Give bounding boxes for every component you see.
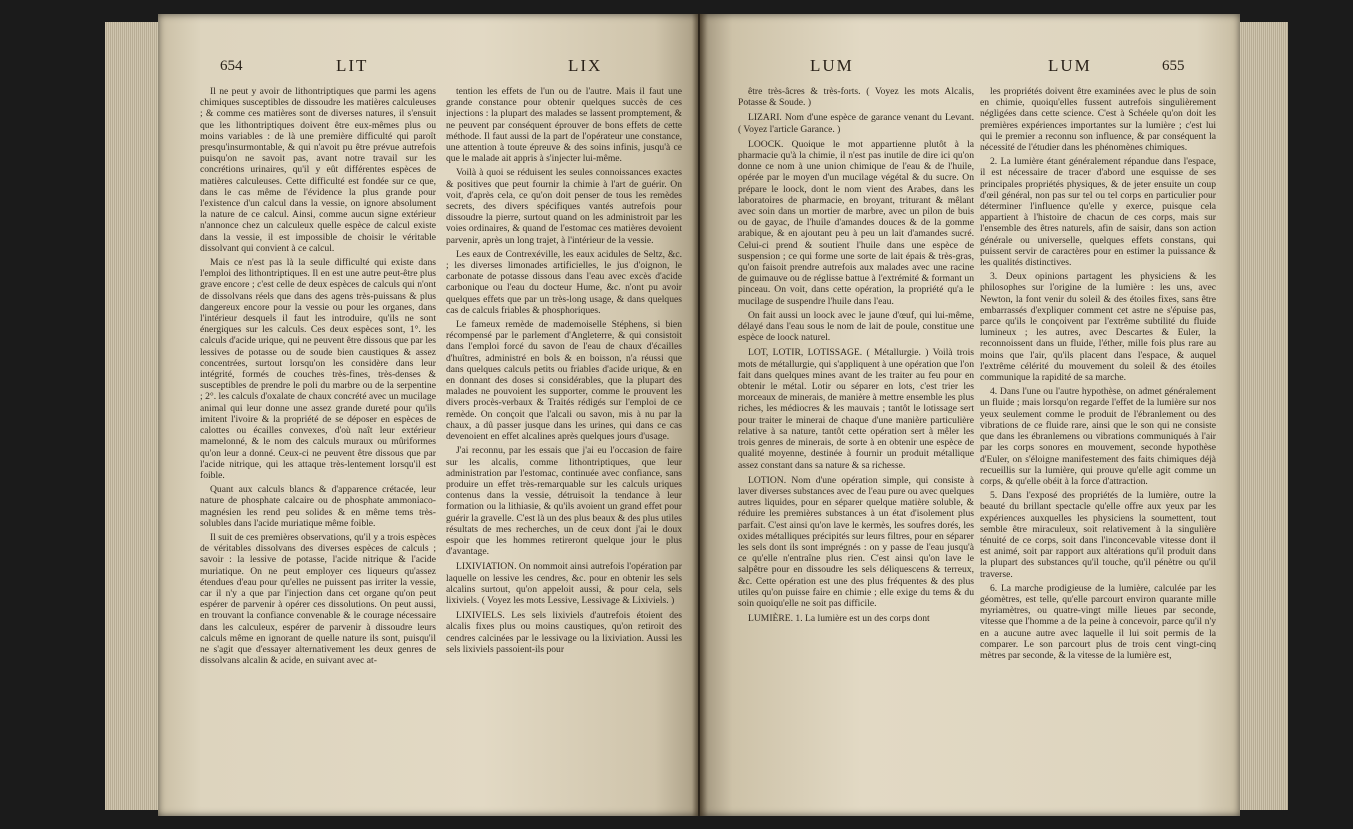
entry-lixiviation: LIXIVIATION. On nommoit ainsi autrefois l'opération par laquelle on lessive les cendres, &c. pour en obtenir les sels alcalins surtout, qu'on appeloit aussi, & pour cela, sels lixiviels. ( Voyez les mots Lessive, Lessivage & Lixiviels. ): [446, 561, 682, 606]
left-page-column-1: [200, 86, 436, 806]
right-page-column-1: [738, 86, 974, 806]
left-page: [158, 14, 698, 816]
paragraph: 2. La lumière étant généralement répandue dans l'espace, il est nécessaire de tracer d'abord une esquisse de ses principales propriétés physiques, & de jeter ensuite un coup d'œil général, non pas sur tel ou tel corps en particulier pour déterminer l'influence qu'elle y exerce, puisque cela appartient à l'histoire de chacun de ces corps, mais sur l'ensemble des êtres naturels, afin de saisir, dans son action générale ou universelle, quelques effets constans, qui puissent servir de caractères pour en estimer la puissance & les qualités distinctives.: [980, 156, 1216, 269]
right-page-column-2: [980, 86, 1216, 806]
entry-loock: LOOCK. Quoique le mot appartienne plutôt à la pharmacie qu'à la chimie, il n'est pas inutile de dire ici qu'on donne ce nom à une union chimique de l'eau & de l'huile, opérée par le moyen d'un mucilage végétal & du sucre. On prépare le loock, dont le nom vient des Arabes, dans les laboratoires de pharmacie, en broyant, triturant & mêlant avec soin dans un mortier de marbre, avec un pilon de buis ou de gayac, de l'huile d'amandes douces & de la gomme arabique, & en ajoutant peu à peu un lait d'amandes sucré. Celui-ci prend & soutient l'huile dans une espèce de suspension ; ce qui forme une sorte de lait épais & très-gras, qu'on faisoit prendre autrefois aux malades avec une racine de guimauve ou de réglisse battue à l'extrémité & formant un pinceau. On voit, dans cette opération, la propriété qu'a le mucilage de suspendre l'huile dans l'eau.: [738, 138, 974, 307]
paragraph: Mais ce n'est pas là la seule difficulté qui existe dans l'emploi des lithontriptiques. Il en est une autre peut-être plus grave encore ; c'est celle de deux espèces de calculs qui n'ont de dissolvans réels que dans des agens très-puissans & plus dangereux encore pour la vessie ou pour les organes, dans l'intérieur desquels il faut les introduire, qu'ils ne sont énergiques sur les calculs. Ces deux espèces sont, 1°. les calculs d'acide urique, qui ne peuvent être dissous que par les lessives de potasse ou de soude bien caustiques & assez concentrées, surtout lorsqu'on les considère dans leur intégrité, formés de couches très-fines, très-denses & susceptibles de prendre le poli du marbre ou de la serpentine ; 2°. les calculs d'oxalate de chaux concrété avec un mucilage animal qui leur donne une assez grande dureté pour qu'ils imitent l'ivoire & la propriété de se déposer en espèces de calottes ou écailles convexes, d'où naît leur extérieur mamelonné, & le nom des calculs muraux ou mûriformes qu'on leur a donné. Ceux-ci ne peuvent être dissous que par l'acide nitrique, qui les attaque très-lentement lorsqu'il est foible.: [200, 257, 436, 481]
right-page: [700, 14, 1240, 816]
paragraph: Quant aux calculs blancs & d'apparence crétacée, leur nature de phosphate calcaire ou de phosphate ammoniaco-magnésien les rend peu solides & en même tems très-solubles dans l'acide muriatique même foible.: [200, 484, 436, 529]
paragraph: Il ne peut y avoir de lithontriptiques que parmi les agens chimiques susceptibles de dissoudre les matières calculeuses ; & comme ces matières sont de diverses natures, il s'ensuit que les lithontriptiques doivent être eux-mêmes plus ou moins variables : de là une première difficulté qui paroît presqu'insurmontable, & qui n'avoit pu être prévue autrefois puisqu'on ne savoit pas, avant notre travail sur les concrétions urinaires, qu'il y eût différentes espèces de matières calculeuses. Cette difficulté est fondée sur ce que, dans le cas même de l'évidence la plus grande pour l'existence d'un calcul dans la vessie, on ignore absolument la nature de ce calcul. Ainsi, comme aucun signe extérieur n'annonce chez un calculeux quelle espèce de calcul existe dans la vessie, il est impossible de choisir le véritable dissolvant qui convient à ce calcul.: [200, 86, 436, 254]
page-edges-right: [1238, 22, 1288, 810]
paragraph: les propriétés doivent être examinées avec le plus de soin en chimie, quoiqu'elles fussent autrefois singulièrement négligées dans cette science. C'est à Schéele qu'on doit les premières expériences importantes sur la lumière ; c'est lui qui le premier a reconnu son influence, & par conséquent la nécessité de l'étudier dans les phénomènes chimiques.: [980, 86, 1216, 154]
running-header-left-1: LIT: [336, 56, 369, 75]
entry-lumiere: LUMIÈRE. 1. La lumière est un des corps dont: [748, 613, 930, 625]
running-header-right-1: LUM: [810, 56, 854, 75]
book-gutter: [692, 14, 708, 816]
paragraph: Il suit de ces premières observations, qu'il y a trois espèces de véritables dissolvans des diverses espèces de calculs ; savoir : la lessive de potasse, l'acide nitrique & l'acide muriatique. On ne peut employer ces liqueurs qu'assez étendues d'eau pour qu'elles ne puissent pas irriter la vessie, car il n'y a que par l'injection dans cet organe qu'on peut espérer de parvenir à opérer ces dissolutions. On peut aussi, en trouvant la confiance convenable & le courage nécessaire dans les calculeux, espérer de parvenir à dissoudre leurs calculs même en ignorant de quelle nature ils sont, puisqu'il ne s'agit que d'essayer alternativement les deux genres de dissolvans alcalin & acide, en suivant avec at-: [200, 531, 436, 667]
page-number-right: 655: [1162, 58, 1185, 74]
entry-lotion: LOTION. Nom d'une opération simple, qui consiste à laver diverses substances avec de l'eau pure ou avec quelques autres liquides, pour en séparer quelque matière soluble, & réduire les premières substances à un état d'isolement plus parfait. C'est ainsi qu'on lave le kermès, les soufres dorés, les oxides métalliques précipités sur leurs filtres, pour en séparer les sels dont ils sont imprégnés : on y passe de l'eau jusqu'à ce qu'elle n'entraîne plus rien. C'est ainsi qu'on lave le salpêtre pour en dissoudre les sels déliquescens & terreux, &c. Cette opération est une des plus fréquentes & des plus utiles qu'on puisse faire en chimie ; elle exige du tems & du soin quoiqu'elle ne soit pas difficile.: [738, 474, 974, 609]
paragraph: J'ai reconnu, par les essais que j'ai eu l'occasion de faire sur les alcalis, comme lithontriptiques, que leur administration par l'estomac, continuée avec confiance, sans produire un effet très-remarquable sur les calculs uriques contenus dans la vessie, détruisoit la tendance à leur formation ou la lithiasie, & qu'ils avoient un grand effet pour guérir la gravelle. C'est là un des plus beaux & des plus utiles résultats de mes recherches, un de ceux dont j'ai le doux espoir que les hommes retireront quelque jour le plus d'avantage.: [446, 445, 682, 558]
paragraph: 6. La marche prodigieuse de la lumière, calculée par les géomètres, est telle, qu'elle parcourt environ quarante mille myriamètres, ou quatre-vingt mille lieues par seconde, vitesse que l'homme a de la peine à concevoir, parce qu'il n'y en a aucune autre avec laquelle il lui soit permis de la comparer. Le son parcourt plus de trois cent vingt-cinq mètres par seconde, & la vitesse de la lumière est,: [980, 582, 1216, 661]
paragraph: Les eaux de Contrexéville, les eaux acidules de Seltz, &c. ; les diverses limonades artificielles, le jus d'oignon, le carbonate de potasse dissous dans l'eau avec excès d'acide carbonique ou l'eau du docteur Hume, &c. n'ont pu avoir quelques effets que par un très-long usage, & dans quelques cas de calculs friables & phosphoriques.: [446, 248, 682, 316]
left-page-column-2: [446, 86, 682, 806]
paragraph: 3. Deux opinions partagent les physiciens & les philosophes sur l'origine de la lumière : les uns, avec Newton, la font venir du soleil & des étoiles fixes, sans être embarrassés d'expliquer comment cet astre ne s'épuise pas, parce qu'ils le conçoivent par l'extrême subtilité du fluide lumineux ; les autres, avec Descartes & Euler, la reconnoissent dans un fluide, l'éther, mille fois plus rare au moins que l'air, qu'ils placent dans l'espace, & auquel l'extrême célérité du mouvement du soleil & des étoiles communique la rapidité de sa marche.: [980, 271, 1216, 384]
paragraph: tention les effets de l'un ou de l'autre. Mais il faut une grande constance pour obtenir quelques succès de ces injections : la plupart des malades se lassent promptement, & ne peuvent par conséquent éprouver de bons effets de cette méthode. Il faut aussi de la part de l'opérateur une constance, une attention à toute épreuve & des soins infinis, jusqu'à ce que le malade ait appris à s'injecter lui-même.: [446, 86, 682, 165]
running-header-right-2: LUM: [1048, 56, 1092, 75]
paragraph: 5. Dans l'exposé des propriétés de la lumière, outre la beauté du brillant spectacle qu'elle offre aux yeux par les expériences auxquelles les physiciens la soumettent, tout semble être miraculeux, soit relativement à la singulière ténuité de ce corps, soit dans l'inconcevable vitesse dont il est animé, soit par rapport aux altérations qu'il produit dans la plupart des substances qu'il touche, qu'il pénètre ou qu'il traverse.: [980, 490, 1216, 580]
paragraph: Voilà à quoi se réduisent les seules connoissances exactes & positives que peut fournir la chimie à l'art de guérir. On voit, d'après cela, ce qu'on doit penser de tous les remèdes secrets, des divers spécifiques vantés autrefois pour dissoudre la pierre, surtout quand on les administroit par les voies ordinaires, & quand de l'estomac ces matières devoient parvenir, après un long trajet, à l'intérieur de la vessie.: [446, 167, 682, 246]
running-header-left-2: LIX: [568, 56, 603, 75]
paragraph: Le fameux remède de mademoiselle Stéphens, si bien récompensé par le parlement d'Angleterre, & qui consistoit dans l'emploi forcé du savon de l'eau de chaux d'écailles d'huîtres, administré en bols & en boisson, n'a réussi que dans quelques calculs petits ou friables d'acide urique, & en en donnant des doses si considérables, que la plupart des malades ne pouvoient les supporter, comme le prouvent les divers procès-verbaux & Traités rédigés sur l'emploi de ce remède. On conçoit que l'alcali ou savon, mis à nu par la chaux, a dû passer jusque dans les urines, qui dans ce cas devenoient en effet alcalines après quelques jours d'usage.: [446, 319, 682, 443]
entry-lizari: LIZARI. Nom d'une espèce de garance venant du Levant. ( Voyez l'article Garance. ): [738, 112, 974, 135]
page-edges-left: [105, 22, 160, 810]
paragraph: être très-âcres & très-forts. ( Voyez les mots Alcalis, Potasse & Soude. ): [738, 86, 974, 109]
paragraph: On fait aussi un loock avec le jaune d'œuf, qui lui-même, délayé dans l'eau sous le nom de lait de poule, constitue une espèce de loock naturel.: [738, 309, 974, 344]
page-number-left: 654: [220, 58, 243, 74]
entry-lot: LOT, LOTIR, LOTISSAGE. ( Métallurgie. ) Voilà trois mots de métallurgie, qui s'appliquent à une opération que l'on fait dans quelques mines avant de les traiter au feu pour en obtenir le métal. Lotir ou séparer en lots, c'est trier les morceaux de minerais, de manière à mettre ensemble les plus riches, les médiocres & les mauvais ; tantôt le lotissage sert pour traiter le minerai de chaque d'une manière particulière relative à sa nature, tantôt cette opération sert à mêler les trois genres de minerais, de sorte à en obtenir une espèce de qualité moyenne, destinée à fournir un produit métallique assez constant dans sa nature & sa richesse.: [738, 347, 974, 471]
paragraph: 4. Dans l'une ou l'autre hypothèse, on admet généralement un fluide ; mais lorsqu'on regarde l'effet de la lumière sur nos yeux seulement comme le produit de l'ébranlement ou des vibrations de ce fluide rare, ainsi que le son qui ne consiste que dans les ébranlemens ou vibrations communiqués à l'air par les corps sonores en mouvement, seconde hypothèse d'Euler, on s'éloigne manifestement des faits chimiques déjà recueillis sur la lumière, qui prouve qu'elle agit comme un corps, & qu'elle obéit à la force d'attraction.: [980, 386, 1216, 487]
entry-lixiviels: LIXIVIELS. Les sels lixiviels d'autrefois étoient des alcalis fixes plus ou moins caustiques, qu'on retiroit des cendres calcinées par le lessivage ou la lixiviation. Aussi les sels lixiviels passoient-ils pour: [446, 610, 682, 655]
